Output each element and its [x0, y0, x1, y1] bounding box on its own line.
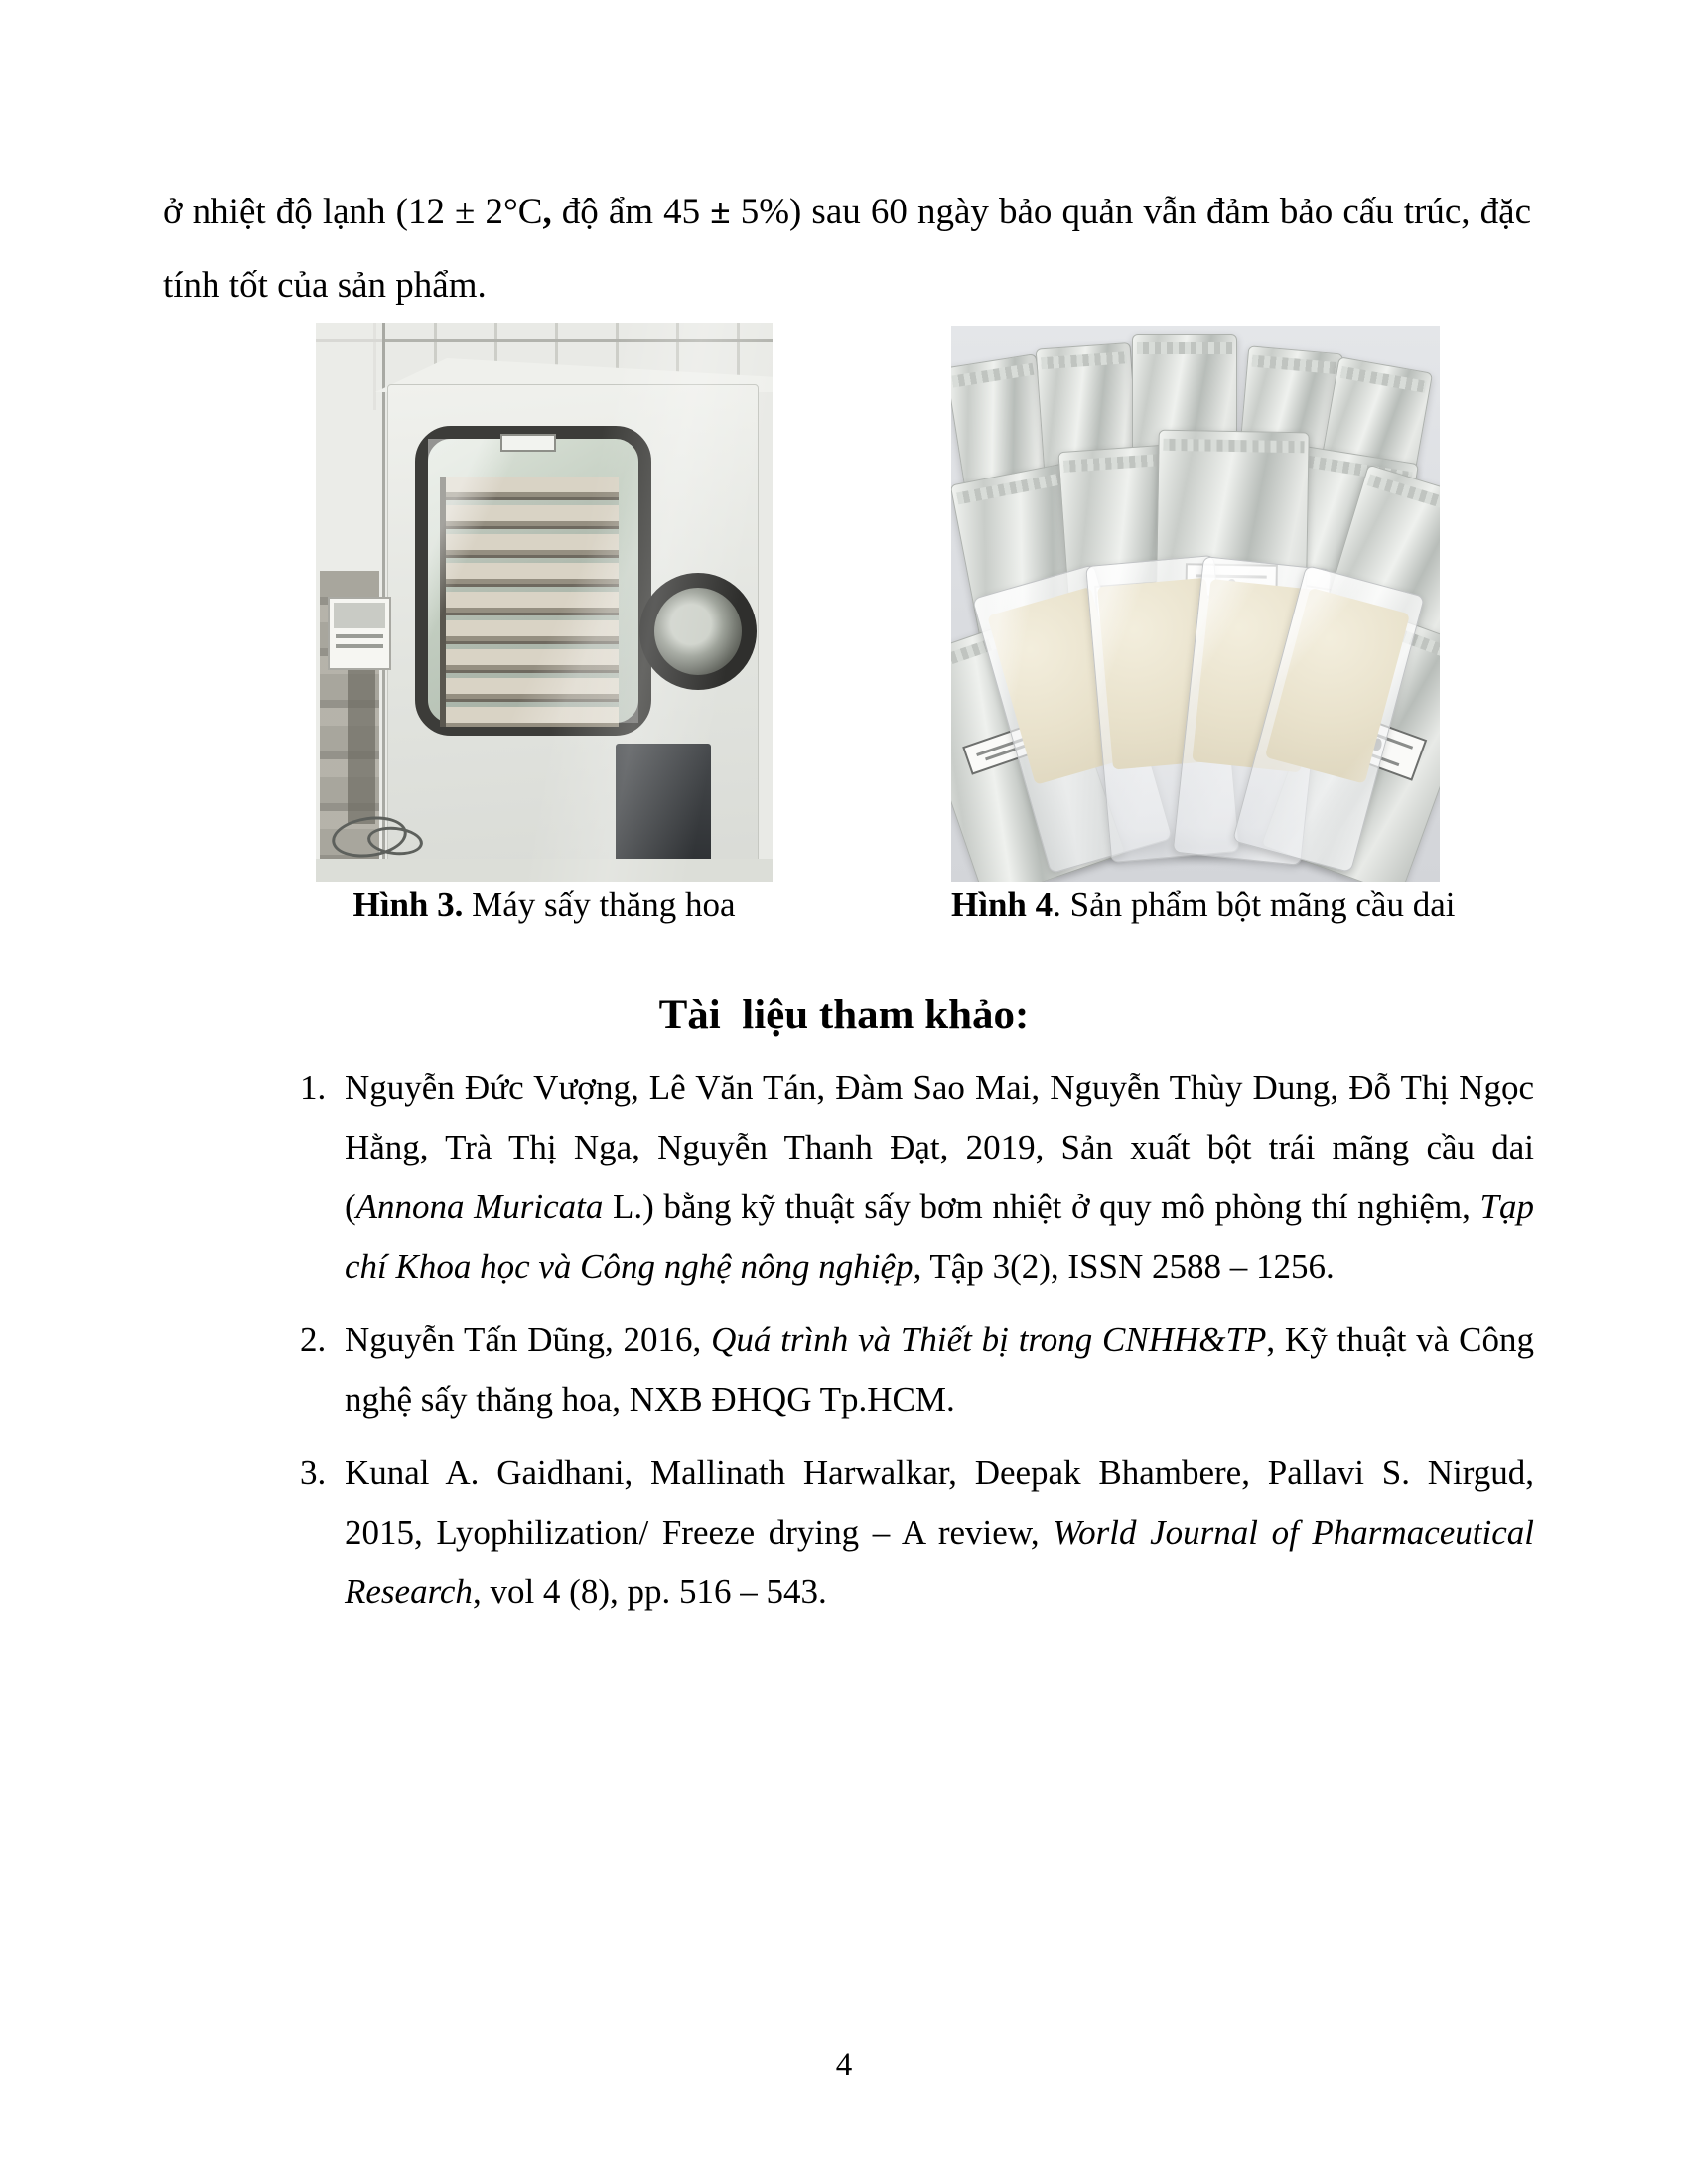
reference-item: [300, 1443, 1534, 1622]
reference-item: [300, 1058, 1534, 1297]
reference-text: Nguyễn Tấn Dũng, 2016, Quá trình và Thiết bị trong CNHH&TP, Kỹ thuật và Công nghệ sấy thăng hoa, NXB ĐHQG Tp.HCM.: [345, 1320, 1534, 1419]
photo-glare: [316, 323, 773, 882]
figure-4-label: Hình 4: [951, 886, 1054, 924]
figure-4-caption: Hình 4. Sản phẩm bột mãng cầu dai: [951, 886, 1456, 924]
reference-item: [300, 1310, 1534, 1430]
reference-number: 3.: [300, 1453, 327, 1492]
figure-3: [316, 323, 773, 925]
figure-3-caption: Hình 3. Máy sấy thăng hoa: [352, 886, 736, 924]
product-packets-photo: [951, 326, 1440, 882]
figure-3-label: Hình 3.: [352, 886, 464, 924]
reference-number: 1.: [300, 1068, 327, 1107]
figure-4: [951, 326, 1456, 925]
body-paragraph: ở nhiệt độ lạnh (12 ± 2°C, độ ẩm 45 ± 5%) sau 60 ngày bảo quản vẫn đảm bảo cấu trúc, đặc tính tốt của sản phẩm.: [163, 192, 1531, 306]
page-number: 4: [835, 2047, 853, 2083]
reference-text: Nguyễn Đức Vượng, Lê Văn Tán, Đàm Sao Mai, Nguyễn Thùy Dung, Đỗ Thị Ngọc Hằng, Trà Thị Nga, Nguyễn Thanh Đạt, 2019, Sản xuất bột trái mãng cầu dai (Annona Muricata L.) bằng kỹ thuật sấy bơm nhiệt ở quy mô phòng thí nghiệm, Tạp chí Khoa học và Công nghệ nông nghiệp, Tập 3(2), ISSN 2588 – 1256.: [345, 1068, 1534, 1286]
reference-text: Kunal A. Gaidhani, Mallinath Harwalkar, Deepak Bhambere, Pallavi S. Nirgud, 2015, Lyophilization/ Freeze drying – A review, World Journal of Pharmaceutical Research, vol 4 (8), pp. 516 – 543.: [345, 1453, 1534, 1611]
reference-number: 2.: [300, 1320, 327, 1359]
freeze-dryer-photo: [316, 323, 773, 882]
references-heading: Tài liệu tham khảo:: [658, 992, 1030, 1038]
references-list: [300, 1058, 1534, 1636]
